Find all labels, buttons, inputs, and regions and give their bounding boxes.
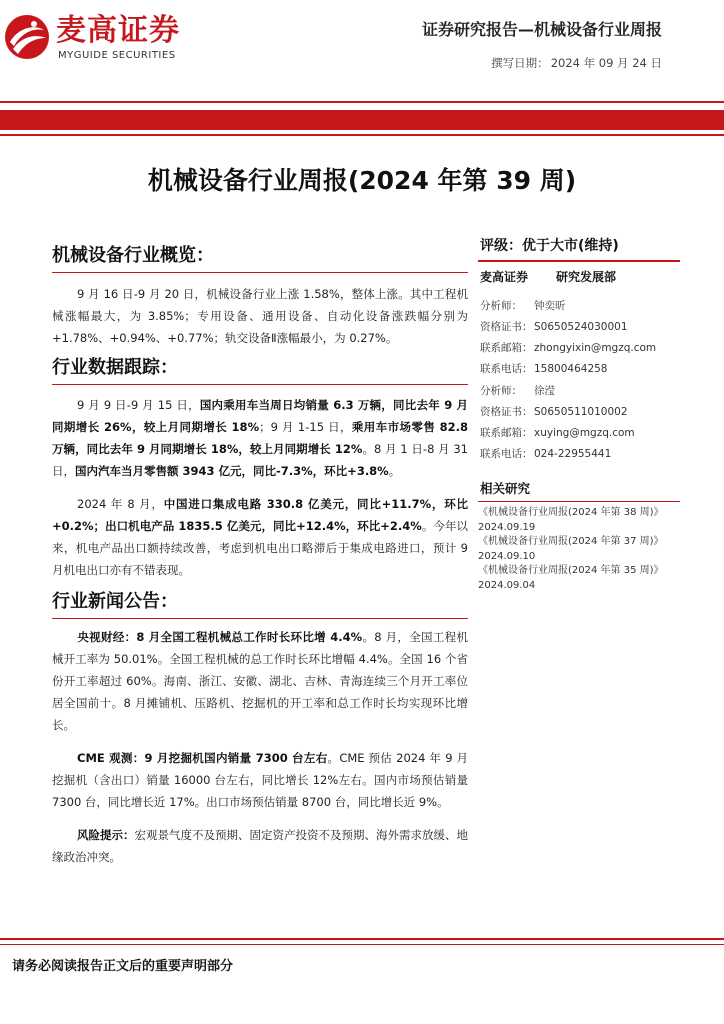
related-item-date: 2024.09.04 bbox=[478, 579, 536, 591]
text-run: 。8 月 1 日-8 月 31 日， bbox=[52, 442, 468, 478]
text-run: 9 月 9 日-9 月 15 日， bbox=[77, 398, 200, 412]
email-key: 联系邮箱： bbox=[480, 342, 533, 354]
text-run-bold: 国内汽车当月零售额 3943 亿元，同比-7.3%，环比+3.8% bbox=[75, 464, 389, 478]
date-value: 2024 年 09 月 24 日 bbox=[550, 56, 662, 70]
header-divider bbox=[0, 134, 724, 136]
analyst-phone: 024-22955441 bbox=[534, 448, 612, 460]
risk-text: 宏观景气度不及预期、固定资产投资不及预期、海外需求放缓、地缘政治冲突。 bbox=[52, 828, 468, 864]
news-paragraph-1 bbox=[52, 626, 468, 736]
text-run-bold: 中国进口集成电路 330.8 亿美元，同比+11.7%，环比+0.2%；出口机电产品 1835.5 亿美元，同比+12.4%，环比+2.4% bbox=[52, 497, 468, 533]
phone-key: 联系电话： bbox=[480, 448, 533, 460]
text-run: ；9 月 1-15 日， bbox=[259, 420, 352, 434]
brand-name: 麦高证券 bbox=[56, 13, 180, 48]
news-headline: CME 观测：9 月挖掘机国内销量 7300 台左右 bbox=[77, 751, 328, 765]
analyst-cert: S0650524030001 bbox=[534, 321, 628, 333]
related-item-date: 2024.09.19 bbox=[478, 521, 536, 533]
cert-key: 资格证书： bbox=[480, 321, 533, 333]
analyst-card-2 bbox=[480, 381, 635, 465]
analyst-email[interactable]: xuying@mgzq.com bbox=[534, 427, 635, 439]
department-name: 研究发展部 bbox=[556, 270, 617, 284]
section-heading-overview: 机械设备行业概览： bbox=[52, 245, 214, 266]
text-run: 。今年以来，机电产品出口额持续改善，考虑到机电出口略滞后于集成电路进口，预计 9 月机电出口亦有不错表现。 bbox=[52, 519, 469, 577]
related-item-title[interactable]: 《机械设备行业周报(2024 年第 37 周)》 bbox=[478, 536, 664, 547]
related-item-title[interactable]: 《机械设备行业周报(2024 年第 35 周)》 bbox=[478, 565, 664, 576]
related-research-title: 相关研究 bbox=[480, 481, 531, 496]
related-item-title[interactable]: 《机械设备行业周报(2024 年第 38 周)》 bbox=[478, 507, 664, 518]
brand-logo-icon bbox=[4, 14, 50, 60]
analyst-card-1 bbox=[480, 296, 656, 380]
tracking-paragraph-2 bbox=[52, 493, 468, 581]
phone-key: 联系电话： bbox=[480, 363, 533, 375]
email-key: 联系邮箱： bbox=[480, 427, 533, 439]
report-type: 证券研究报告—机械设备行业周报 bbox=[421, 20, 662, 39]
cert-key: 资格证书： bbox=[480, 406, 533, 418]
footer-divider-thin bbox=[0, 944, 724, 945]
tracking-paragraph-1 bbox=[52, 394, 468, 482]
text-run: 。 bbox=[388, 464, 401, 478]
department-firm: 麦高证券 bbox=[480, 270, 529, 284]
section-heading-news: 行业新闻公告： bbox=[52, 591, 178, 612]
analyst-cert: S0650511010002 bbox=[534, 406, 628, 418]
rating-divider bbox=[478, 260, 680, 262]
text-run-bold: 国内乘用车当周日均销量 6.3 万辆，同比去年 9 月同期增长 26%，较上月同期增长 18% bbox=[52, 398, 468, 434]
rating: 评级：优于大市(维持) bbox=[480, 238, 619, 254]
report-date bbox=[491, 56, 662, 70]
section-divider bbox=[52, 384, 468, 385]
analyst-name: 徐滢 bbox=[534, 385, 555, 397]
news-text: 。8 月，全国工程机械开工率为 50.01%。全国工程机械的总工作时长环比增幅 4.4%。全国 16 个省份开工率超过 60%。海南、浙江、安徽、湖北、吉林、青海连续三个月开工率位居全国前十。8 月摊铺机、压路机、挖掘机的开工率和总工作时长均实现环比增长。 bbox=[52, 630, 468, 732]
analyst-email[interactable]: zhongyixin@mgzq.com bbox=[534, 342, 657, 354]
related-research-list bbox=[478, 506, 664, 593]
section-divider bbox=[52, 272, 468, 273]
news-headline: 央视财经：8 月全国工程机械总工作时长环比增 4.4% bbox=[77, 630, 363, 644]
risk-label: 风险提示： bbox=[77, 828, 135, 842]
related-divider bbox=[478, 501, 680, 502]
section-heading-tracking: 行业数据跟踪： bbox=[52, 357, 178, 378]
risk-paragraph bbox=[52, 824, 468, 868]
analyst-phone: 15800464258 bbox=[534, 363, 608, 375]
header-band bbox=[0, 110, 724, 130]
footer-divider bbox=[0, 938, 724, 940]
section-divider bbox=[52, 618, 468, 619]
analyst-name: 钟奕昕 bbox=[534, 300, 566, 312]
analyst-key: 分析师： bbox=[480, 300, 522, 312]
overview-text: 9 月 16 日-9 月 20 日，机械设备行业上涨 1.58%，整体上涨。其中工程机械涨幅最大，为 3.85%；专用设备、通用设备、自动化设备涨跌幅分别为+1.78%、+0.94%、+0.77%；轨交设备Ⅱ涨幅最小，为 0.27%。 bbox=[52, 287, 468, 345]
page-title: 机械设备行业周报(2024 年第 39 周) bbox=[147, 166, 577, 195]
text-run: 2024 年 8 月， bbox=[77, 497, 164, 511]
text-run-bold: 乘用车市场零售 82.8 万辆，同比去年 9 月同期增长 18%，较上月同期增长 12% bbox=[52, 420, 468, 456]
date-label: 撰写日期： bbox=[491, 56, 549, 70]
department bbox=[480, 268, 616, 286]
brand-name-en: MYGUIDE SECURITIES bbox=[58, 50, 176, 61]
analyst-key: 分析师： bbox=[480, 385, 522, 397]
overview-paragraph bbox=[52, 283, 468, 349]
header-divider-thin bbox=[0, 101, 724, 103]
news-text: 。CME 预估 2024 年 9 月挖掘机（含出口）销量 16000 台左右，同比增长 12%左右。国内市场预估销量 7300 台，同比增长近 17%。出口市场预估销量 8700 台，同比增长近 9%。 bbox=[52, 751, 468, 809]
related-item-date: 2024.09.10 bbox=[478, 550, 536, 562]
news-paragraph-2 bbox=[52, 747, 468, 813]
footer-disclaimer: 请务必阅读报告正文后的重要声明部分 bbox=[12, 959, 234, 974]
